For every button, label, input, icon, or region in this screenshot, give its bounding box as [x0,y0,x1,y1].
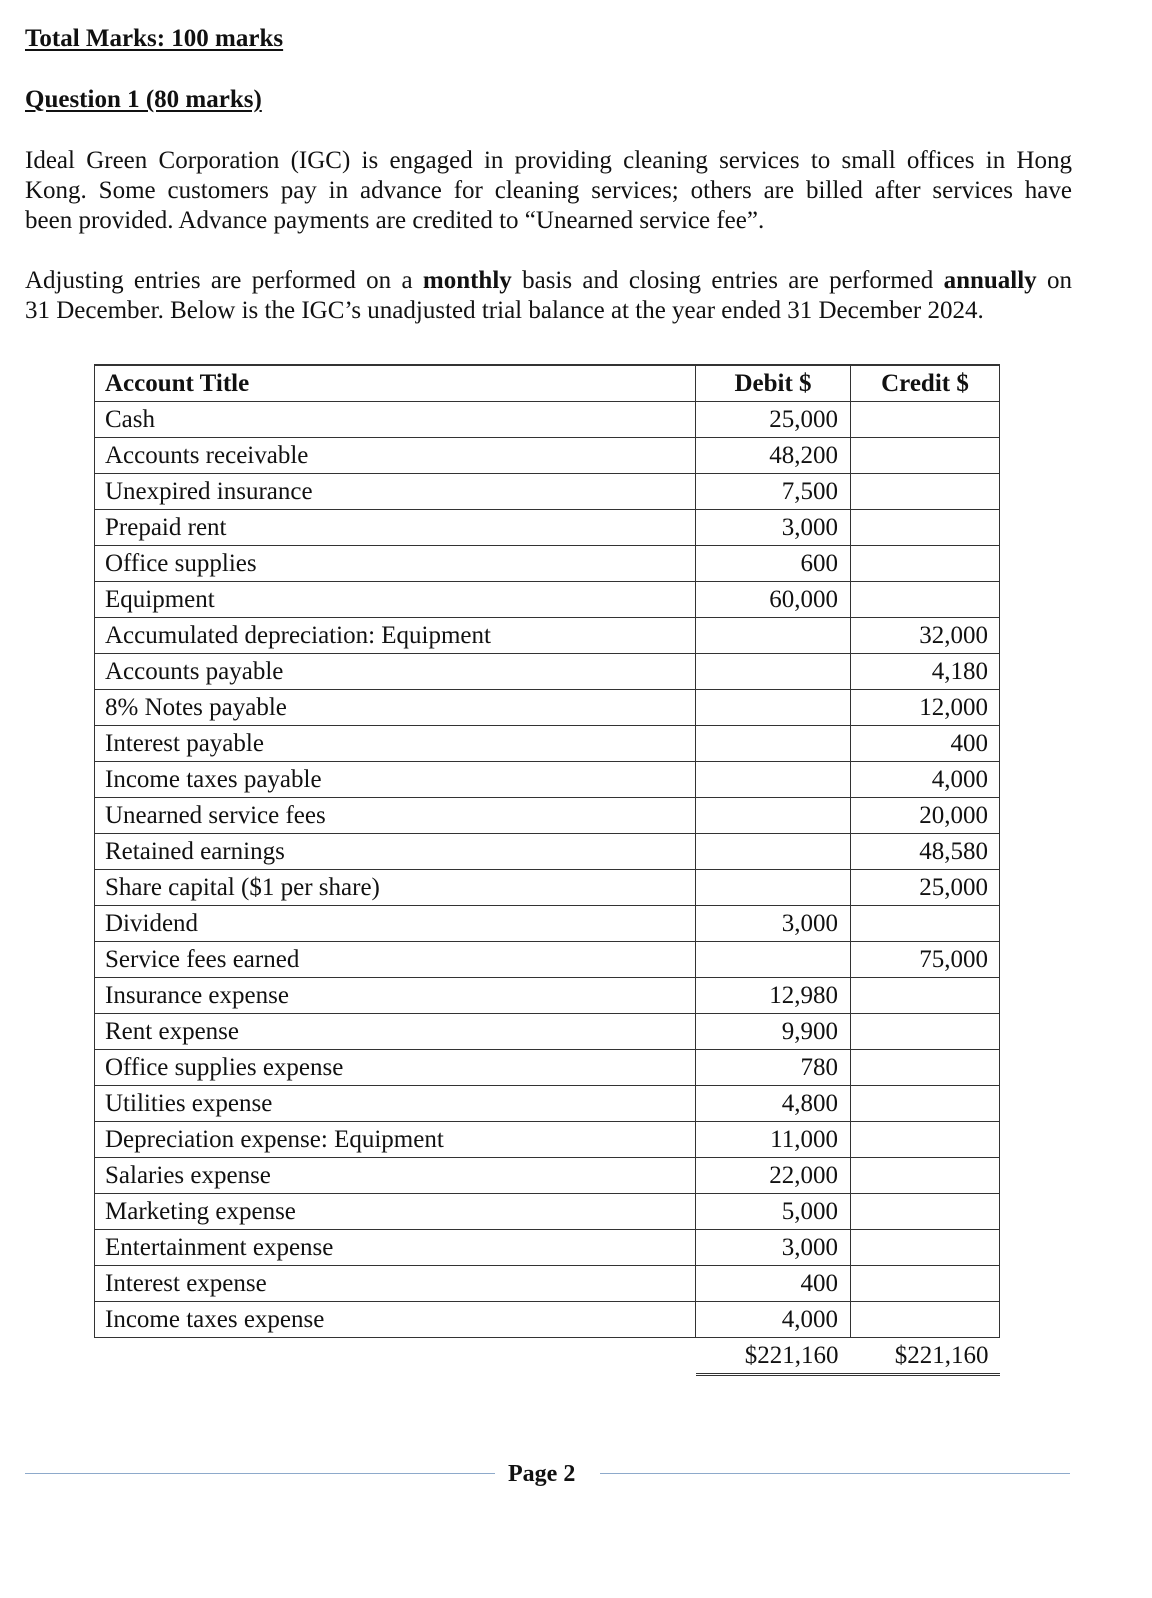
footer-rule-left [25,1473,495,1474]
account-title-cell: Income taxes expense [95,1302,696,1338]
account-title-cell: Insurance expense [95,978,696,1014]
debit-cell: 48,200 [696,438,851,474]
account-title-cell: Interest expense [95,1266,696,1302]
account-title-cell: Office supplies expense [95,1050,696,1086]
debit-cell [696,654,851,690]
account-title-cell: Utilities expense [95,1086,696,1122]
credit-cell [851,1086,1000,1122]
page-number: Page 2 [508,1461,576,1487]
intro-line-1: Ideal Green Corporation (IGC) is engaged in providing cleaning services to small offices in Hong [25,147,1072,174]
table-row [95,1230,1000,1266]
credit-cell [851,1122,1000,1158]
account-title-cell: Accumulated depreciation: Equipment [95,618,696,654]
adjusting-text-1: Adjusting entries are performed on a [25,267,423,294]
trial-balance-table [94,364,1000,1376]
debit-cell: 780 [696,1050,851,1086]
debit-cell [696,870,851,906]
total-debit-cell: $221,160 [696,1338,851,1375]
credit-cell [851,1050,1000,1086]
credit-cell [851,1302,1000,1338]
adjusting-text-2: basis and closing entries are performed [511,267,944,294]
table-row [95,1014,1000,1050]
table-row [95,762,1000,798]
account-title-cell: Share capital ($1 per share) [95,870,696,906]
table-row [95,1158,1000,1194]
total-label-cell [95,1338,696,1375]
account-title-cell: Salaries expense [95,1158,696,1194]
column-header-debit: Debit $ [696,365,851,402]
debit-cell: 9,900 [696,1014,851,1050]
adjusting-bold-annually: annually [943,267,1037,294]
debit-cell [696,762,851,798]
debit-cell [696,798,851,834]
credit-cell [851,402,1000,438]
table-row [95,1050,1000,1086]
debit-cell: 22,000 [696,1158,851,1194]
account-title-cell: Income taxes payable [95,762,696,798]
adjusting-line-2: 31 December. Below is the IGC’s unadjusted trial balance at the year ended 31 December 2024. [25,297,984,324]
credit-cell: 400 [851,726,1000,762]
account-title-cell: Accounts receivable [95,438,696,474]
table-row [95,906,1000,942]
debit-cell: 400 [696,1266,851,1302]
debit-cell: 3,000 [696,906,851,942]
account-title-cell: Prepaid rent [95,510,696,546]
column-header-account-title: Account Title [95,365,696,402]
credit-cell: 4,180 [851,654,1000,690]
intro-line-2: Kong. Some customers pay in advance for cleaning services; others are billed after services have [25,177,1072,204]
table-row [95,690,1000,726]
account-title-cell: Interest payable [95,726,696,762]
adjusting-line-1 [25,266,1072,296]
debit-cell [696,618,851,654]
column-header-credit: Credit $ [851,365,1000,402]
account-title-cell: Dividend [95,906,696,942]
debit-cell [696,942,851,978]
table-row [95,798,1000,834]
account-title-cell: Cash [95,402,696,438]
table-row [95,618,1000,654]
credit-cell [851,1230,1000,1266]
credit-cell [851,906,1000,942]
credit-cell [851,1158,1000,1194]
credit-cell: 48,580 [851,834,1000,870]
table-row [95,1302,1000,1338]
adjusting-bold-monthly: monthly [422,267,512,294]
account-title-cell: Marketing expense [95,1194,696,1230]
account-title-cell: Accounts payable [95,654,696,690]
debit-cell: 7,500 [696,474,851,510]
credit-cell: 25,000 [851,870,1000,906]
table-row [95,834,1000,870]
table-row [95,1086,1000,1122]
table-row [95,474,1000,510]
account-title-cell: Equipment [95,582,696,618]
total-row [95,1338,1000,1375]
debit-cell: 4,800 [696,1086,851,1122]
table-row [95,402,1000,438]
credit-cell [851,474,1000,510]
account-title-cell: Entertainment expense [95,1230,696,1266]
debit-cell [696,726,851,762]
table-row [95,726,1000,762]
credit-cell [851,546,1000,582]
debit-cell: 5,000 [696,1194,851,1230]
account-title-cell: Depreciation expense: Equipment [95,1122,696,1158]
credit-cell [851,1194,1000,1230]
adjusting-paragraph [25,266,1072,326]
credit-cell [851,1266,1000,1302]
credit-cell [851,978,1000,1014]
debit-cell: 12,980 [696,978,851,1014]
credit-cell: 4,000 [851,762,1000,798]
debit-cell [696,834,851,870]
debit-cell: 60,000 [696,582,851,618]
table-row [95,978,1000,1014]
table-row [95,1194,1000,1230]
table-row [95,1122,1000,1158]
account-title-cell: 8% Notes payable [95,690,696,726]
debit-cell: 25,000 [696,402,851,438]
account-title-cell: Unearned service fees [95,798,696,834]
account-title-cell: Retained earnings [95,834,696,870]
credit-cell [851,438,1000,474]
table-row [95,438,1000,474]
intro-line-3: been provided. Advance payments are credited to “Unearned service fee”. [25,207,765,234]
credit-cell [851,510,1000,546]
account-title-cell: Office supplies [95,546,696,582]
table-row [95,582,1000,618]
adjusting-text-3: on [1036,267,1072,294]
account-title-cell: Unexpired insurance [95,474,696,510]
total-credit-cell: $221,160 [851,1338,1000,1375]
debit-cell: 3,000 [696,1230,851,1266]
table-row [95,654,1000,690]
table-row [95,870,1000,906]
table-row [95,546,1000,582]
table-row [95,942,1000,978]
intro-paragraph [25,146,1072,236]
question-heading: Question 1 (80 marks) [25,86,262,113]
account-title-cell: Rent expense [95,1014,696,1050]
credit-cell: 20,000 [851,798,1000,834]
table-header-row [95,365,1000,402]
credit-cell: 75,000 [851,942,1000,978]
credit-cell [851,1014,1000,1050]
table-row [95,1266,1000,1302]
debit-cell: 3,000 [696,510,851,546]
debit-cell: 600 [696,546,851,582]
footer-rule-right [600,1473,1070,1474]
credit-cell [851,582,1000,618]
total-marks-heading: Total Marks: 100 marks [25,25,284,52]
credit-cell: 32,000 [851,618,1000,654]
account-title-cell: Service fees earned [95,942,696,978]
debit-cell: 4,000 [696,1302,851,1338]
debit-cell [696,690,851,726]
table-row [95,510,1000,546]
debit-cell: 11,000 [696,1122,851,1158]
credit-cell: 12,000 [851,690,1000,726]
